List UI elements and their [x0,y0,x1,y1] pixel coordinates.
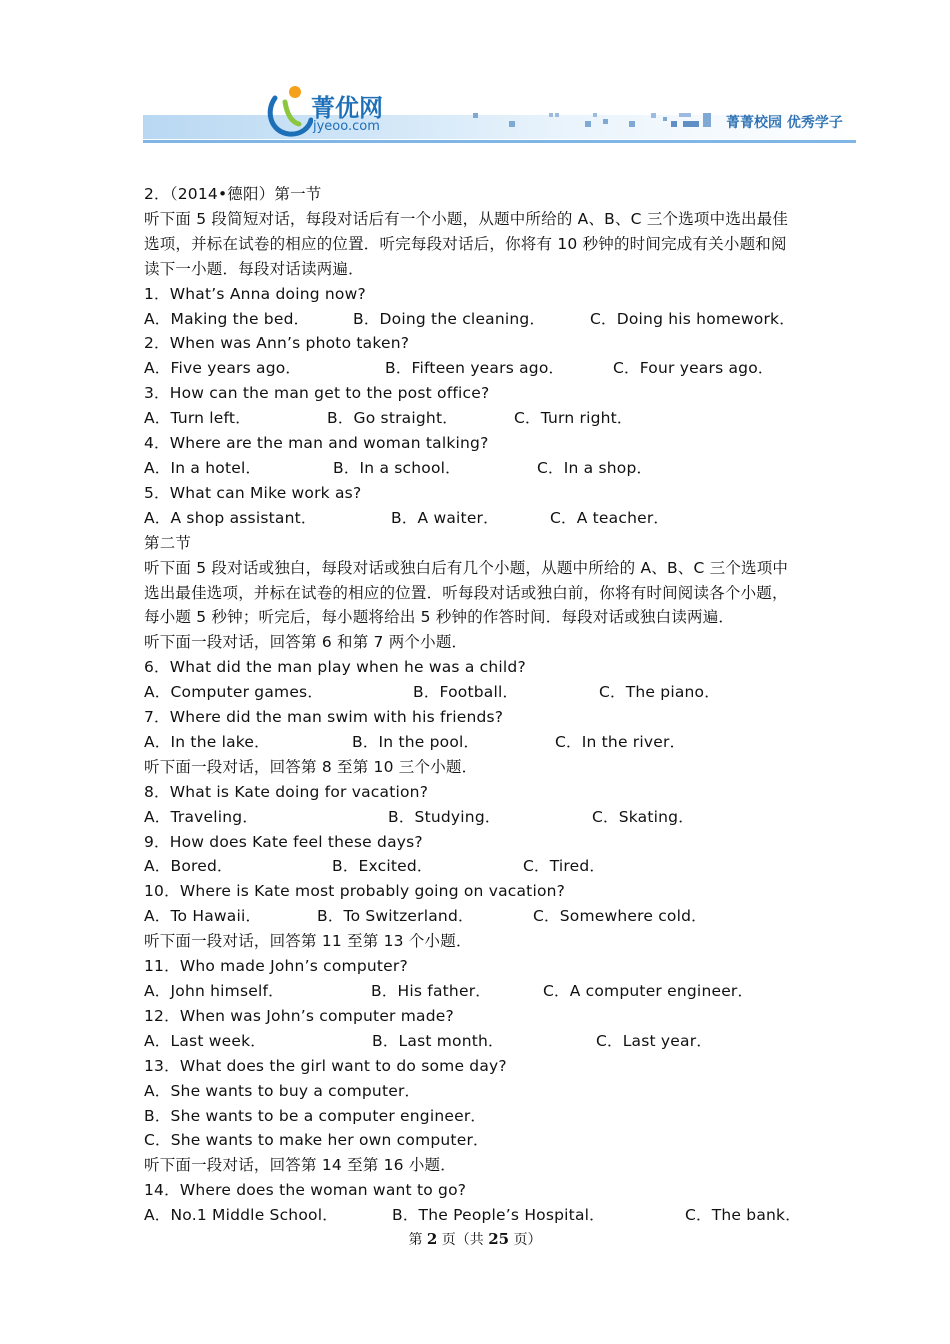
question-9: 9．How does Kate feel these days? [144,832,423,851]
option-b: B．The People’s Hospital． [392,1206,605,1225]
option-b: B．Fifteen years ago． [385,359,565,378]
option-a: A．In a hotel． [144,458,262,477]
option-c: C．The bank． [685,1206,801,1225]
question-12: 12．When was John’s computer made? [144,1006,454,1025]
logo-domain: jyeoo.com [313,119,380,134]
option-b: B．Last month． [372,1031,504,1050]
options-8 [144,805,814,830]
question-2: 2．When was Ann’s photo taken? [144,334,410,353]
total-pages: 25 [488,1230,510,1248]
instruction-text: 每小题 5 秒钟；听完后，每小题将给出 5 秒钟的作答时间．每段对话或独白读两遍． [144,608,735,627]
option-b: B．She wants to be a computer engineer． [144,1106,487,1125]
question-10: 10．Where is Kate most probably going on vacation? [144,882,566,901]
option-b: B．Excited． [332,857,433,876]
header-underline [143,140,856,143]
option-b: B．Doing the cleaning． [353,309,546,328]
option-c: C．In a shop． [537,458,653,477]
options-11 [144,979,814,1004]
question-6: 6．What did the man play when he was a child? [144,658,526,677]
instruction-text: 听下面 5 段简短对话，每段对话后有一个小题，从题中所给的 A、B、C 三个选项中选出最佳 [144,209,789,228]
option-c: C．Four years ago． [613,359,774,378]
listening-note: 听下面一段对话，回答第 8 至第 10 三个小题． [144,757,478,776]
instruction-text: 听下面 5 段对话或独白，每段对话或独白后有几个小题，从题中所给的 A、B、C 三个选项中 [144,558,789,577]
option-c: C．Somewhere cold． [533,907,707,926]
page-header [143,78,856,148]
options-3 [144,406,814,431]
option-c: C．She wants to make her own computer． [144,1131,489,1150]
options-12 [144,1029,814,1054]
option-b: B．To Switzerland． [317,907,474,926]
instruction-text: 选项，并标在试卷的相应的位置．听完每段对话后，你将有 10 秒钟的时间完成有关小题和阅 [144,234,787,253]
option-b: B．His father． [371,982,491,1000]
option-c: C．Tired． [523,857,606,876]
options-7 [144,730,814,755]
header-slogan: 菁菁校园 优秀学子 [726,115,843,131]
question-11: 11．Who made John’s computer? [144,957,408,976]
option-c: C．The piano． [599,683,720,702]
jyeoo-logo-icon [265,84,313,138]
option-a: A．John himself． [144,982,284,1000]
option-c: C．A computer engineer． [543,982,754,1000]
listening-note: 听下面一段对话，回答第 6 和第 7 两个小题． [144,633,468,652]
option-c: C．Turn right． [514,409,633,428]
option-b: B．In a school． [333,458,461,477]
option-c: C．A teacher． [550,508,670,527]
option-a: A．A shop assistant． [144,508,317,527]
page-number-footer [0,1229,950,1249]
option-a: A．Five years ago． [144,359,302,378]
option-b: B．Football． [413,683,519,702]
option-c: C．Doing his homework． [590,309,795,328]
option-a: A．To Hawaii． [144,907,262,926]
option-a: A．No.1 Middle School． [144,1206,338,1225]
option-c: C．In the river． [555,732,686,751]
instruction-text: 选出最佳选项，并标在试卷的相应的位置．听每段对话或独白前，你将有时间阅读各个小题， [144,583,788,602]
question-heading: 2．（2014•德阳）第一节 [144,185,322,203]
footer-suffix: 页） [513,1232,542,1248]
option-b: B．Studying． [388,807,501,826]
option-b: B．Go straight． [327,409,458,428]
instruction-text: 读下一小题．每段对话读两遍． [144,259,364,278]
question-8: 8．What is Kate doing for vacation? [144,782,429,801]
question-3: 3．How can the man get to the post office? [144,384,490,403]
footer-middle: 页（共 [441,1232,484,1248]
option-a: A．Making the bed． [144,309,310,328]
options-10 [144,904,814,929]
options-5 [144,506,814,531]
logo-chinese-name: 菁优网 [311,94,383,122]
option-b: B．A waiter． [391,508,499,527]
decorative-dots [473,111,713,131]
option-a: A．She wants to buy a computer． [144,1081,421,1100]
section-heading: 第二节 [144,533,192,552]
options-6 [144,680,814,705]
question-13: 13．What does the girl want to do some day? [144,1056,507,1075]
option-a: A．Computer games． [144,683,324,702]
option-a: A．Bored． [144,857,233,876]
options-2 [144,356,814,381]
listening-note: 听下面一段对话，回答第 14 至第 16 小题． [144,1156,456,1175]
options-14 [144,1203,814,1228]
option-a: A．Turn left． [144,409,251,428]
question-7: 7．Where did the man swim with his friends? [144,708,504,727]
option-a: A．Traveling． [144,807,259,826]
question-1: 1．What’s Anna doing now? [144,284,366,303]
options-4 [144,456,814,481]
question-5: 5．What can Mike work as? [144,483,362,502]
footer-prefix: 第 [408,1232,423,1248]
current-page: 2 [426,1230,438,1248]
option-a: A．Last week． [144,1031,266,1050]
options-1 [144,307,814,332]
question-4: 4．Where are the man and woman talking? [144,434,489,453]
option-a: A．In the lake． [144,732,270,751]
option-c: C．Last year． [596,1031,713,1050]
option-c: C．Skating． [592,807,694,826]
listening-note: 听下面一段对话，回答第 11 至第 13 个小题． [144,932,472,951]
option-b: B．In the pool． [352,732,480,751]
options-9 [144,854,814,879]
exam-content [144,182,814,1228]
question-14: 14．Where does the woman want to go? [144,1181,467,1200]
